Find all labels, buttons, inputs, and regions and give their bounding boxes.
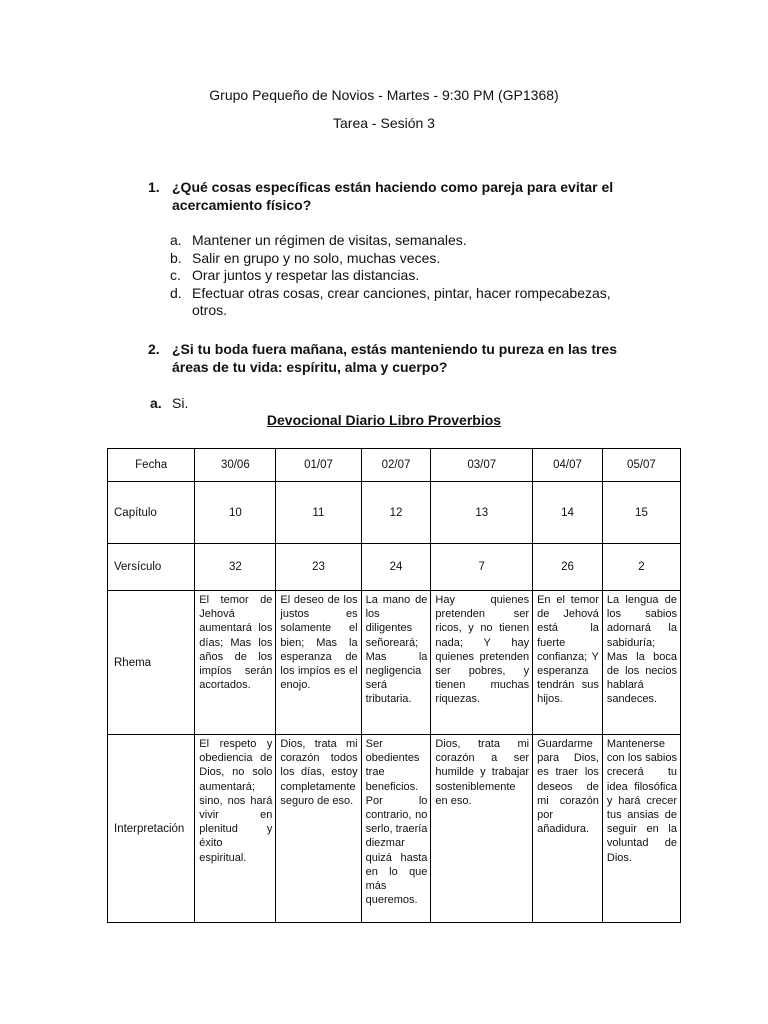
question-2-answer <box>150 395 188 411</box>
table-cell: Ser obedientes trae beneficios. Por lo contrario, no serlo, traería diezmar quizá hasta en lo que más queremos. <box>361 735 431 923</box>
question-1-number: 1. <box>148 179 160 195</box>
table-cell: 02/07 <box>361 449 431 482</box>
table-cell: 04/07 <box>533 449 603 482</box>
table-cell: 26 <box>533 544 603 591</box>
row-label-rhema: Rhema <box>108 591 195 735</box>
answer-text: Salir en grupo y no solo, muchas veces. <box>192 249 441 266</box>
table-cell: 10 <box>195 482 276 544</box>
table-cell: Dios, trata mi corazón todos los días, estoy completamente seguro de eso. <box>276 735 361 923</box>
answer-text: Orar juntos y respetar las distancias. <box>192 267 420 283</box>
question-1-answers <box>170 232 640 320</box>
table-cell: 13 <box>431 482 533 544</box>
answer-text: Efectuar otras cosas, crear canciones, pintar, hacer rompecabezas, otros. <box>192 284 611 318</box>
table-cell: Dios, trata mi corazón a ser humilde y trabajar sosteniblemente en eso. <box>431 735 533 923</box>
answer-item <box>170 232 640 250</box>
table-cell: 7 <box>431 544 533 591</box>
table-row-interpretacion <box>108 735 681 923</box>
answer-letter: d. <box>170 284 182 301</box>
table-cell: La mano de los diligentes señoreará; Mas la negligencia será tributaria. <box>361 591 431 735</box>
table-cell: 24 <box>361 544 431 591</box>
table-cell: En el temor de Jehová está la fuerte confianza; Y esperanza tendrán sus hijos. <box>533 591 603 735</box>
answer-letter: a. <box>150 395 162 411</box>
table-cell: Mantenerse con los sabios crecerá tu idea filosófica y hará crecer tus ansias de seguir en la voluntad de Dios. <box>602 735 680 923</box>
answer-letter: b. <box>170 249 182 266</box>
question-2-number: 2. <box>148 341 160 357</box>
table-cell: 15 <box>602 482 680 544</box>
table-cell: 14 <box>533 482 603 544</box>
devotional-table <box>107 448 681 923</box>
document-subtitle: Tarea - Sesión 3 <box>333 115 435 131</box>
question-1 <box>148 178 638 214</box>
table-cell: 2 <box>602 544 680 591</box>
table-cell: 01/07 <box>276 449 361 482</box>
question-2 <box>148 340 638 376</box>
row-label-capitulo: Capítulo <box>108 482 195 544</box>
table-cell: 32 <box>195 544 276 591</box>
row-label-fecha: Fecha <box>108 449 195 482</box>
table-cell: El temor de Jehová aumentará los días; Mas los años de los impíos serán acortados. <box>195 591 276 735</box>
table-cell: 05/07 <box>602 449 680 482</box>
table-title: Devocional Diario Libro Proverbios <box>266 412 502 428</box>
answer-letter: c. <box>170 267 181 283</box>
document-title: Grupo Pequeño de Novios - Martes - 9:30 PM (GP1368) <box>209 87 559 103</box>
table-row-versiculo <box>108 544 681 591</box>
table-cell: La lengua de los sabios adornará la sabiduría; Mas la boca de los necios hablará sandeces. <box>602 591 680 735</box>
table-row-rhema <box>108 591 681 735</box>
table-cell: 30/06 <box>195 449 276 482</box>
answer-item <box>170 250 640 268</box>
table-cell: 03/07 <box>431 449 533 482</box>
table-cell: El respeto y obediencia de Dios, no solo aumentará; sino, nos hará vivir en plenitud y éxito espiritual. <box>195 735 276 923</box>
table-cell: Hay quienes pretenden ser ricos, y no tienen nada; Y hay quienes pretenden ser pobres, y tienen muchas riquezas. <box>431 591 533 735</box>
row-label-interpretacion: Interpretación <box>108 735 195 923</box>
table-row-capitulo <box>108 482 681 544</box>
answer-text: Si. <box>172 395 189 411</box>
question-2-text: ¿Si tu boda fuera mañana, estás manteniendo tu pureza en las tres áreas de tu vida: espíritu, alma y cuerpo? <box>172 341 617 375</box>
answer-letter: a. <box>170 232 182 248</box>
answer-item <box>170 285 640 320</box>
table-cell: 12 <box>361 482 431 544</box>
answer-text: Mantener un régimen de visitas, semanales. <box>192 232 467 248</box>
table-cell: El deseo de los justos es solamente el bien; Mas la esperanza de los impíos es el enojo. <box>276 591 361 735</box>
table-cell: 11 <box>276 482 361 544</box>
table-row-fecha <box>108 449 681 482</box>
table-cell: Guardarme para Dios, es traer los deseos de mi corazón por añadidura. <box>533 735 603 923</box>
table-cell: 23 <box>276 544 361 591</box>
row-label-versiculo: Versículo <box>108 544 195 591</box>
answer-item <box>170 267 640 285</box>
question-1-text: ¿Qué cosas específicas están haciendo como pareja para evitar el acercamiento físico? <box>172 179 614 213</box>
